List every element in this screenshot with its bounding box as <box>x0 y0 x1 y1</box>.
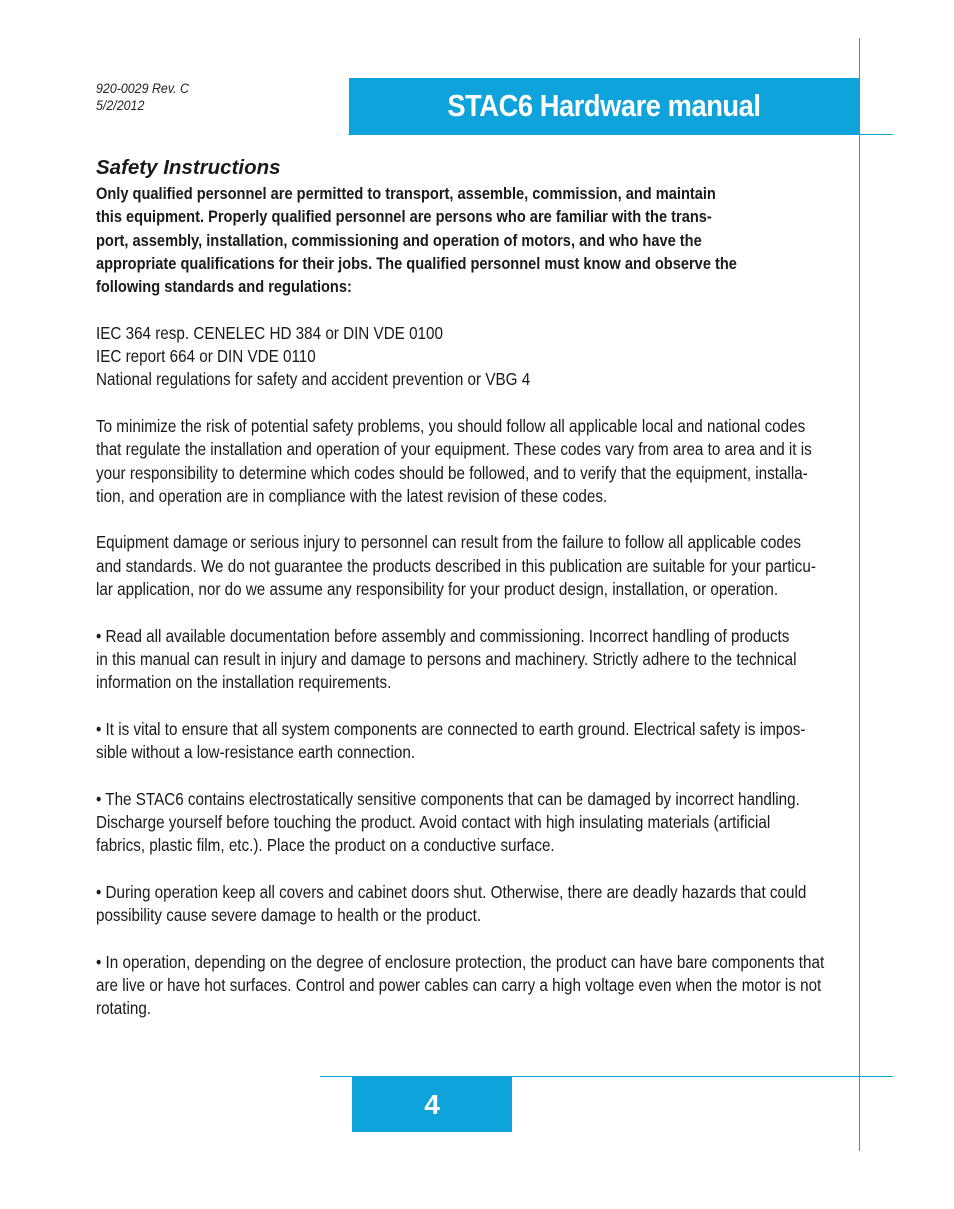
standard-item: IEC 364 resp. CENELEC HD 384 or DIN VDE 0100 <box>96 322 443 343</box>
bullet-line: possibility cause severe damage to health or the product. <box>96 905 482 926</box>
bullet-line: sible without a low-resistance earth connection. <box>96 742 416 763</box>
bullet-line: • The STAC6 contains electrostatically sensitive components that can be damaged by incorrect handling. <box>96 788 800 809</box>
standard-item: National regulations for safety and accident prevention or VBG 4 <box>96 369 531 390</box>
codes-paragraph <box>96 415 876 508</box>
paragraph-line: and standards. We do not guarantee the products described in this publication are suitable for your particu- <box>96 555 816 576</box>
bullet-line: • It is vital to ensure that all system components are connected to earth ground. Electrical safety is impos- <box>96 718 806 739</box>
standard-item: IEC report 664 or DIN VDE 0110 <box>96 346 316 367</box>
bullet-line: information on the installation requirements. <box>96 672 392 693</box>
intro-line: appropriate qualifications for their jobs. The qualified personnel must know and observe the <box>96 253 737 273</box>
bullet-earth-ground <box>96 718 876 765</box>
page-title: STAC6 Hardware manual <box>447 88 761 123</box>
paragraph-line: that regulate the installation and operation of your equipment. These codes vary from area to area and it is <box>96 439 812 460</box>
paragraph-line: lar application, nor do we assume any responsibility for your product design, installation, or operation. <box>96 579 779 600</box>
standards-list <box>96 322 876 392</box>
bullet-covers <box>96 881 876 928</box>
bullet-line: • Read all available documentation before assembly and commissioning. Incorrect handling of products <box>96 625 790 646</box>
body-content <box>96 182 876 1021</box>
liability-paragraph <box>96 531 876 601</box>
paragraph-line: Equipment damage or serious injury to personnel can result from the failure to follow all applicable codes <box>96 532 801 553</box>
page-number: 4 <box>424 1088 440 1120</box>
bullet-line: are live or have hot surfaces. Control and power cables can carry a high voltage even when the motor is not <box>96 975 822 996</box>
paragraph-line: your responsibility to determine which codes should be followed, and to verify that the equipment, installa- <box>96 462 808 483</box>
bullet-line: • During operation keep all covers and cabinet doors shut. Otherwise, there are deadly hazards that could <box>96 881 807 902</box>
intro-line: port, assembly, installation, commissioning and operation of motors, and who have the <box>96 230 702 250</box>
intro-line: following standards and regulations: <box>96 277 352 297</box>
document-number: 920-0029 Rev. C <box>96 81 189 96</box>
paragraph-line: tion, and operation are in compliance with the latest revision of these codes. <box>96 485 608 506</box>
bullet-line: • In operation, depending on the degree of enclosure protection, the product can have bare components that <box>96 951 825 972</box>
intro-paragraph <box>96 182 876 298</box>
bullet-line: rotating. <box>96 998 152 1019</box>
intro-line: Only qualified personnel are permitted to transport, assemble, commission, and maintain <box>96 184 716 203</box>
bullet-documentation <box>96 625 876 695</box>
bullet-line: in this manual can result in injury and damage to persons and machinery. Strictly adhere to the technical <box>96 648 797 669</box>
intro-line: this equipment. Properly qualified personnel are persons who are familiar with the trans- <box>96 207 712 227</box>
bullet-electrostatic <box>96 788 876 858</box>
bullet-line: fabrics, plastic film, etc.). Place the product on a conductive surface. <box>96 835 555 856</box>
header-rule <box>348 134 893 135</box>
paragraph-line: To minimize the risk of potential safety problems, you should follow all applicable local and national codes <box>96 415 806 436</box>
section-heading: Safety Instructions <box>96 156 281 179</box>
document-meta <box>96 80 197 114</box>
title-bar <box>349 78 859 134</box>
bullet-line: Discharge yourself before touching the product. Avoid contact with high insulating materials (artificial <box>96 812 771 833</box>
bullet-live-components <box>96 951 876 1021</box>
page-number-box <box>352 1077 512 1132</box>
document-date: 5/2/2012 <box>96 98 145 113</box>
